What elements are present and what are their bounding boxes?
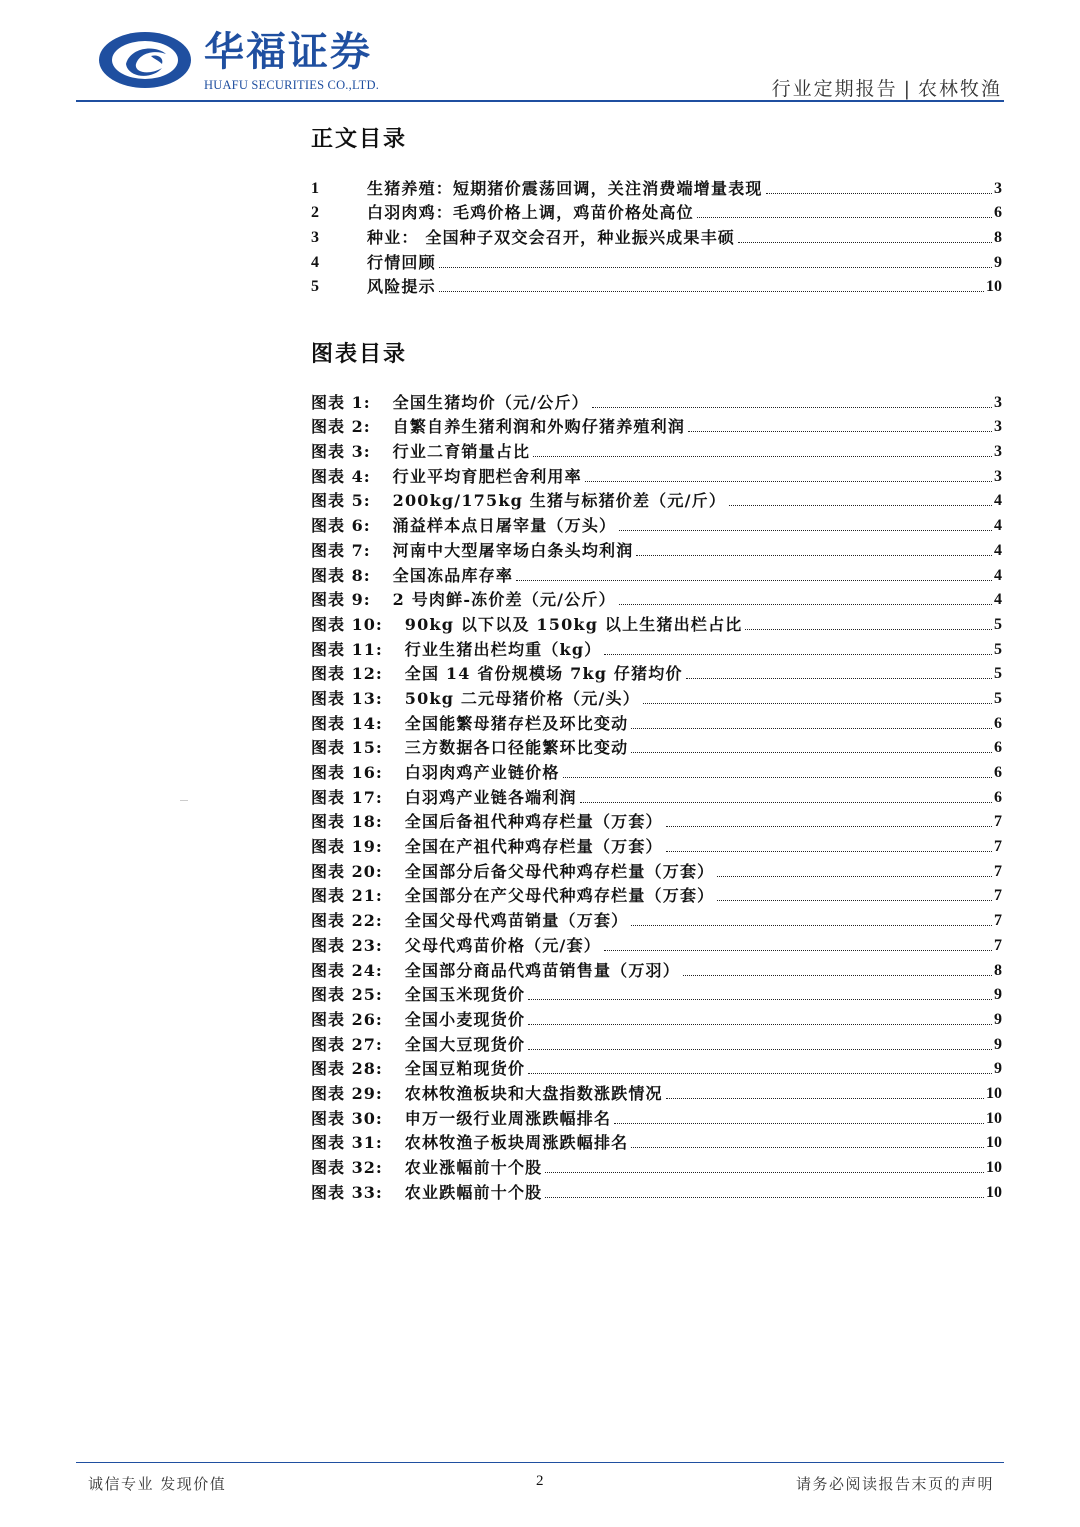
toc-entry-page: 3 [994,179,1002,197]
figure-number: 图表 16: [311,763,383,782]
toc-entry-label: 自繁自养生猪利润和外购仔猪养殖利润 [392,417,686,437]
dot-leader [631,728,992,729]
toc-entry-number: 4 [311,253,319,271]
dot-leader [614,1123,984,1124]
toc-entry-label: 全国在产祖代种鸡存栏量（万套） [404,837,663,857]
toc-entry[interactable] [311,1104,1002,1129]
toc-entry-page: 3 [994,418,1002,436]
dot-leader [631,1147,984,1148]
toc-entry-page: 6 [994,764,1002,781]
toc-entry-page: 4 [994,591,1002,609]
toc-entry-page: 10 [986,1109,1002,1127]
figure-number: 图表 5: [311,491,371,511]
toc-entry-page: 5 [994,640,1002,658]
toc-entry[interactable] [311,882,1002,907]
toc-entry-page: 7 [994,862,1002,880]
toc-entry-page: 4 [994,541,1002,559]
toc-entry-label: 行业平均育肥栏舍利用率 [392,466,582,486]
toc-entry-label: 行业生猪出栏均重（kg） [404,639,602,659]
toc-entry-label: 河南中大型屠宰场白条头均利润 [392,540,634,560]
figure-number: 图表 2: [311,417,371,437]
dot-leader [636,555,992,556]
dot-leader [545,1197,984,1198]
toc-entry[interactable] [311,1005,1002,1030]
toc-entry[interactable] [311,734,1002,759]
toc-entry-label: 行情回顾 [367,252,436,272]
dot-leader [717,876,992,877]
toc-entry-page: 4 [994,566,1002,584]
toc-entry-page: 3 [994,393,1002,411]
dot-leader [528,1024,992,1025]
dot-leader [697,217,992,218]
dot-leader [688,431,992,432]
toc-entry[interactable] [311,1178,1002,1203]
dot-leader [580,802,992,803]
figures-toc-title: 图表目录 [311,341,408,367]
toc-entry-page: 9 [994,1010,1002,1028]
toc-entry[interactable] [311,437,1002,462]
figure-number: 图表 24: [311,960,383,980]
figure-number: 图表 7: [311,540,371,560]
toc-entry-label: 全国父母代鸡苗销量（万套） [404,911,629,931]
report-type: 行业定期报告 [771,78,898,100]
dot-leader [604,654,992,655]
toc-entry-page: 6 [994,714,1002,732]
figure-number: 图表 13: [311,688,383,708]
company-logo [96,28,396,92]
figure-number: 图表 23: [311,935,383,955]
toc-entry-label: 全国豆粕现货价 [404,1059,526,1079]
toc-entry[interactable] [311,273,1002,298]
figure-number: 图表 30: [311,1108,383,1128]
toc-entry[interactable] [311,857,1002,882]
toc-entry-label: 全国小麦现货价 [404,1009,526,1029]
toc-entry-label: 2 号肉鲜-冻价差（元/公斤） [392,590,616,610]
toc-entry-page: 10 [986,1134,1002,1152]
toc-entry-page: 5 [994,615,1002,633]
dot-leader [604,950,992,951]
figure-number: 图表 31: [311,1133,383,1153]
toc-entry[interactable] [311,1129,1002,1154]
toc-entry-label: 申万一级行业周涨跌幅排名 [404,1108,612,1128]
toc-entry[interactable] [311,223,1002,248]
toc-title: 正文目录 [311,126,408,152]
toc-entry-label: 父母代鸡苗价格（元/套） [404,935,601,955]
dot-leader [528,1049,992,1050]
dot-leader [683,975,992,976]
figure-number: 图表 1: [311,392,371,412]
toc-entry[interactable] [311,462,1002,487]
toc-entry[interactable] [311,586,1002,611]
figure-number: 图表 20: [311,861,383,881]
toc-entry-page: 8 [994,229,1002,247]
figure-number: 图表 17: [311,787,383,807]
toc-entry-page: 8 [994,961,1002,979]
toc-entry[interactable] [311,174,1002,199]
dot-leader [592,407,992,408]
toc-entry[interactable] [311,511,1002,536]
toc-entry[interactable] [311,931,1002,956]
dot-leader [631,752,992,753]
footer-slogan: 诚信专业 发现价值 [88,1475,227,1493]
toc-entry-label: 涌益样本点日屠宰量（万头） [392,516,617,536]
logo-chinese-name: 华福证券 [204,29,372,75]
toc-entry[interactable] [311,1055,1002,1080]
dot-leader [545,1172,984,1173]
dot-leader [439,267,992,268]
figure-number: 图表 14: [311,713,383,733]
toc-entry[interactable] [311,783,1002,808]
toc-entry[interactable] [311,1153,1002,1178]
figure-number: 图表 25: [311,985,383,1005]
logo-english-name: HUAFU SECURITIES CO.,LTD. [204,78,380,92]
toc-entry[interactable] [311,906,1002,931]
toc-entry-label: 行业二育销量占比 [392,442,531,462]
dot-leader [585,481,992,482]
page-number: 2 [536,1473,544,1489]
main-toc-list [311,174,1002,297]
scan-mark [180,800,188,801]
dot-leader [666,826,992,827]
toc-entry-page: 6 [994,788,1002,806]
toc-entry-page: 10 [986,1159,1002,1176]
figure-number: 图表 33: [311,1182,383,1202]
toc-entry-page: 10 [986,1183,1002,1201]
toc-entry[interactable] [311,199,1002,224]
toc-entry-number: 5 [311,278,319,296]
toc-entry-label: 风险提示 [367,277,436,297]
toc-entry[interactable] [311,758,1002,783]
toc-entry-page: 7 [994,838,1002,856]
dot-leader [619,604,992,605]
toc-entry-label: 全国能繁母猪存栏及环比变动 [404,713,629,733]
toc-entry-page: 3 [994,467,1002,485]
toc-entry-page: 7 [994,887,1002,905]
toc-entry-page: 6 [994,739,1002,757]
dot-leader [766,193,992,194]
header-separator: | [903,78,912,100]
figure-number: 图表 8: [311,565,371,585]
figure-number: 图表 9: [311,590,371,610]
toc-entry-label: 90kg 以下以及 150kg 以上生猪出栏占比 [404,614,743,634]
toc-entry-page: 9 [994,253,1002,271]
dot-leader [528,999,992,1000]
toc-entry-label: 200kg/175kg 生猪与标猪价差（元/斤） [392,491,727,511]
toc-entry-label: 农林牧渔子板块周涨跌幅排名 [404,1133,629,1153]
toc-entry-page: 10 [986,1084,1002,1102]
dot-leader [666,851,992,852]
dot-leader [643,703,992,704]
dot-leader [631,925,992,926]
toc-entry-page: 9 [994,986,1002,1004]
toc-entry[interactable] [311,981,1002,1006]
figure-number: 图表 4: [311,466,371,486]
toc-entry[interactable] [311,832,1002,857]
toc-entry[interactable] [311,709,1002,734]
dot-leader [686,678,992,679]
dot-leader [563,777,992,778]
toc-entry-page: 9 [994,1060,1002,1078]
dot-leader [619,530,992,531]
toc-entry-page: 4 [994,492,1002,510]
toc-entry[interactable] [311,808,1002,833]
toc-entry-number: 2 [311,204,319,222]
toc-entry-label: 农业跌幅前十个股 [404,1182,543,1202]
figures-toc-list [311,388,1002,1203]
figure-number: 图表 21: [311,886,383,906]
toc-entry-label: 全国部分商品代鸡苗销售量（万羽） [404,960,680,980]
toc-entry[interactable] [311,1030,1002,1055]
figure-number: 图表 28: [311,1059,383,1079]
toc-entry[interactable] [311,610,1002,635]
figure-number: 图表 18: [311,812,383,832]
dot-leader [717,900,992,901]
figure-number: 图表 11: [311,639,383,659]
toc-entry-page: 6 [994,204,1002,222]
dot-leader [745,629,992,630]
toc-entry-page: 7 [994,813,1002,831]
report-category [772,74,1002,101]
dot-leader [738,242,992,243]
toc-entry-label: 白羽肉鸡：毛鸡价格上调，鸡苗价格处高位 [367,203,694,223]
toc-entry-label: 白羽鸡产业链各端利润 [404,787,577,807]
toc-entry-page: 7 [994,936,1002,954]
huafu-logo-icon [96,28,194,92]
toc-entry-label: 三方数据各口径能繁环比变动 [404,738,629,758]
figure-number: 图表 10: [311,614,383,634]
toc-entry-page: 9 [994,1035,1002,1053]
toc-entry[interactable] [311,660,1002,685]
toc-entry-label: 农林牧渔板块和大盘指数涨跌情况 [404,1083,663,1103]
toc-entry-label: 全国部分在产父母代种鸡存栏量（万套） [404,886,715,906]
toc-entry-label: 50kg 二元母猪价格（元/头） [404,688,640,708]
toc-entry-label: 全国部分后备父母代种鸡存栏量（万套） [404,861,715,881]
figure-number: 图表 29: [311,1083,383,1103]
toc-entry-label: 全国大豆现货价 [404,1034,526,1054]
figure-number: 图表 6: [311,516,371,536]
figure-number: 图表 12: [311,664,383,684]
toc-entry-label: 农业涨幅前十个股 [404,1158,543,1177]
toc-entry-label: 全国 14 省份规模场 7kg 仔猪均价 [404,664,683,684]
figure-number: 图表 27: [311,1034,383,1054]
toc-entry-number: 1 [311,179,319,197]
dot-leader [439,291,984,292]
toc-entry-page: 5 [994,665,1002,683]
toc-entry-page: 7 [994,912,1002,930]
toc-entry[interactable] [311,956,1002,981]
toc-entry-label: 全国生猪均价（元/公斤） [392,392,589,412]
toc-entry-page: 3 [994,443,1002,461]
figure-number: 图表 32: [311,1158,383,1177]
toc-entry-label: 种业： 全国种子双交会召开，种业振兴成果丰硕 [367,228,735,248]
dot-leader [528,1073,992,1074]
figure-number: 图表 26: [311,1009,383,1029]
toc-entry-label: 生猪养殖：短期猪价震荡回调，关注消费端增量表现 [367,178,763,198]
toc-entry-page: 10 [986,278,1002,296]
dot-leader [516,580,992,581]
figure-number: 图表 15: [311,738,383,758]
header-divider [76,100,1004,102]
toc-entry[interactable] [311,684,1002,709]
toc-entry-number: 3 [311,229,319,247]
toc-entry-label: 白羽肉鸡产业链价格 [404,763,560,782]
toc-entry-page: 5 [994,689,1002,707]
dot-leader [533,456,992,457]
toc-entry-label: 全国冻品库存率 [392,565,514,585]
toc-entry[interactable] [311,635,1002,660]
dot-leader [666,1098,984,1099]
toc-entry[interactable] [311,561,1002,586]
toc-entry[interactable] [311,536,1002,561]
toc-entry[interactable] [311,248,1002,273]
industry-name: 农林牧渔 [917,78,1002,100]
figure-number: 图表 3: [311,442,371,462]
toc-entry-page: 4 [994,517,1002,535]
toc-entry-label: 全国玉米现货价 [404,985,526,1005]
figure-number: 图表 22: [311,911,383,931]
toc-entry-label: 全国后备祖代种鸡存栏量（万套） [404,812,663,832]
toc-entry[interactable] [311,487,1002,512]
toc-entry[interactable] [311,388,1002,413]
figure-number: 图表 19: [311,837,383,857]
toc-entry[interactable] [311,413,1002,438]
footer-disclaimer: 请务必阅读报告末页的声明 [795,1475,994,1493]
footer-divider [76,1462,1004,1463]
dot-leader [729,505,992,506]
toc-entry[interactable] [311,1079,1002,1104]
